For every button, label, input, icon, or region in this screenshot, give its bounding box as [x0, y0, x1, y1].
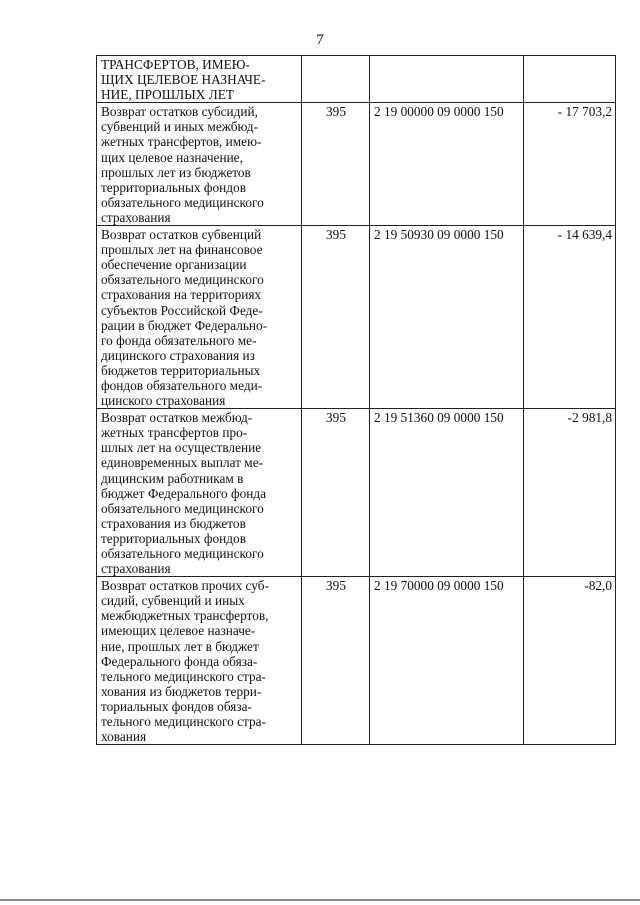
row-name-cell — [97, 577, 302, 745]
row-name-line: страхования — [101, 209, 171, 225]
row-name-line: Возврат остатков межбюд- — [101, 410, 253, 426]
table-row — [97, 409, 616, 577]
row-name-line: страхования на территориях — [101, 287, 262, 303]
table-row — [97, 103, 616, 226]
row-name-line: территориальных фондов — [101, 179, 246, 195]
row-name-line: жетных трансфертов про- — [101, 425, 248, 441]
row-name-line: межбюджетных трансфертов, — [101, 608, 269, 624]
row-name-line: имеющих целевое назначе- — [101, 623, 256, 639]
row-name-line: щих целевое назначение, — [101, 149, 243, 165]
row-name-line: НИЕ, ПРОШЛЫХ ЛЕТ — [101, 87, 234, 103]
row-name-line: обязательного медицинского — [101, 546, 264, 561]
row-name-line: единовременных выплат ме- — [101, 455, 264, 471]
row-name-line: го фонда обязательного ме- — [101, 332, 257, 348]
row-name-cell — [97, 226, 302, 409]
page-bottom-edge — [0, 899, 640, 901]
row-admin-code: 395 — [302, 577, 370, 745]
row-name-line: ТРАНСФЕРТОВ, ИМЕЮ- — [101, 57, 250, 72]
row-name-line: Возврат остатков субсидий, — [101, 104, 258, 120]
row-amount — [524, 56, 616, 103]
row-name-line: обязательного медицинского — [101, 500, 264, 516]
row-name-line: ториальных фондов обяза- — [101, 698, 252, 714]
row-name-line: Федерального фонда обяза- — [101, 653, 258, 669]
row-name-line: хования — [101, 729, 147, 745]
row-budget-classification-code — [370, 56, 524, 103]
row-name-line: страхования — [101, 561, 171, 577]
row-name-line: обеспечение организации — [101, 257, 247, 273]
row-admin-code: 395 — [302, 103, 370, 226]
row-name-line: субъектов Российской Феде- — [101, 302, 263, 318]
row-name-line: прошлых лет из бюджетов — [101, 164, 251, 180]
row-budget-classification-code: 2 19 00000 09 0000 150 — [370, 103, 524, 226]
row-name-line: тельного медицинского стра- — [101, 668, 266, 684]
row-name-line: обязательного медицинского — [101, 194, 264, 210]
row-name-line: дицинским работникам в — [101, 470, 244, 486]
row-name-cell — [97, 409, 302, 577]
table-row — [97, 577, 616, 745]
row-name-line: страхования из бюджетов — [101, 515, 246, 531]
row-name-line: шлых лет на осуществление — [101, 440, 262, 456]
table-body — [97, 56, 616, 745]
row-name-line: бюджетов территориальных — [101, 362, 261, 378]
row-name-line: хования из бюджетов терри- — [101, 683, 262, 699]
row-name-line: ние, прошлых лет в бюджет — [101, 638, 259, 654]
table-row — [97, 226, 616, 409]
row-admin-code: 395 — [302, 409, 370, 577]
table-row — [97, 56, 616, 103]
row-name-line: территориальных фондов — [101, 530, 246, 546]
row-name-line: жетных трансфертов, имею- — [101, 134, 262, 150]
row-name-line: субвенций и иных межбюд- — [101, 119, 258, 135]
budget-return-table — [96, 55, 616, 745]
row-name-line: цинского страхования — [101, 393, 226, 409]
row-budget-classification-code: 2 19 70000 09 0000 150 — [370, 577, 524, 745]
row-name-line: рации в бюджет Федерально- — [101, 317, 268, 333]
row-name-line: Возврат остатков прочих суб- — [101, 578, 269, 594]
row-amount: -82,0 — [524, 577, 616, 745]
row-name-line: ЩИХ ЦЕЛЕВОЕ НАЗНАЧЕ- — [101, 72, 266, 88]
row-name-cell — [97, 103, 302, 226]
row-amount: - 17 703,2 — [524, 103, 616, 226]
row-name-line: фондов обязательного меди- — [101, 377, 263, 393]
row-name-line: дицинского страхования из — [101, 347, 255, 363]
page-number: 7 — [316, 32, 324, 48]
row-name-cell — [97, 56, 302, 103]
row-name-line: обязательного медицинского — [101, 272, 264, 288]
row-name-line: сидий, субвенций и иных — [101, 593, 245, 609]
row-name-line: бюджет Федерального фонда — [101, 485, 267, 501]
row-name-line: прошлых лет на финансовое — [101, 242, 263, 258]
row-budget-classification-code: 2 19 50930 09 0000 150 — [370, 226, 524, 409]
row-admin-code: 395 — [302, 226, 370, 409]
row-amount: -2 981,8 — [524, 409, 616, 577]
row-admin-code — [302, 56, 370, 103]
row-name-line: тельного медицинского стра- — [101, 714, 266, 730]
row-amount: - 14 639,4 — [524, 226, 616, 409]
row-name-line: Возврат остатков субвенций — [101, 227, 262, 243]
row-budget-classification-code: 2 19 51360 09 0000 150 — [370, 409, 524, 577]
